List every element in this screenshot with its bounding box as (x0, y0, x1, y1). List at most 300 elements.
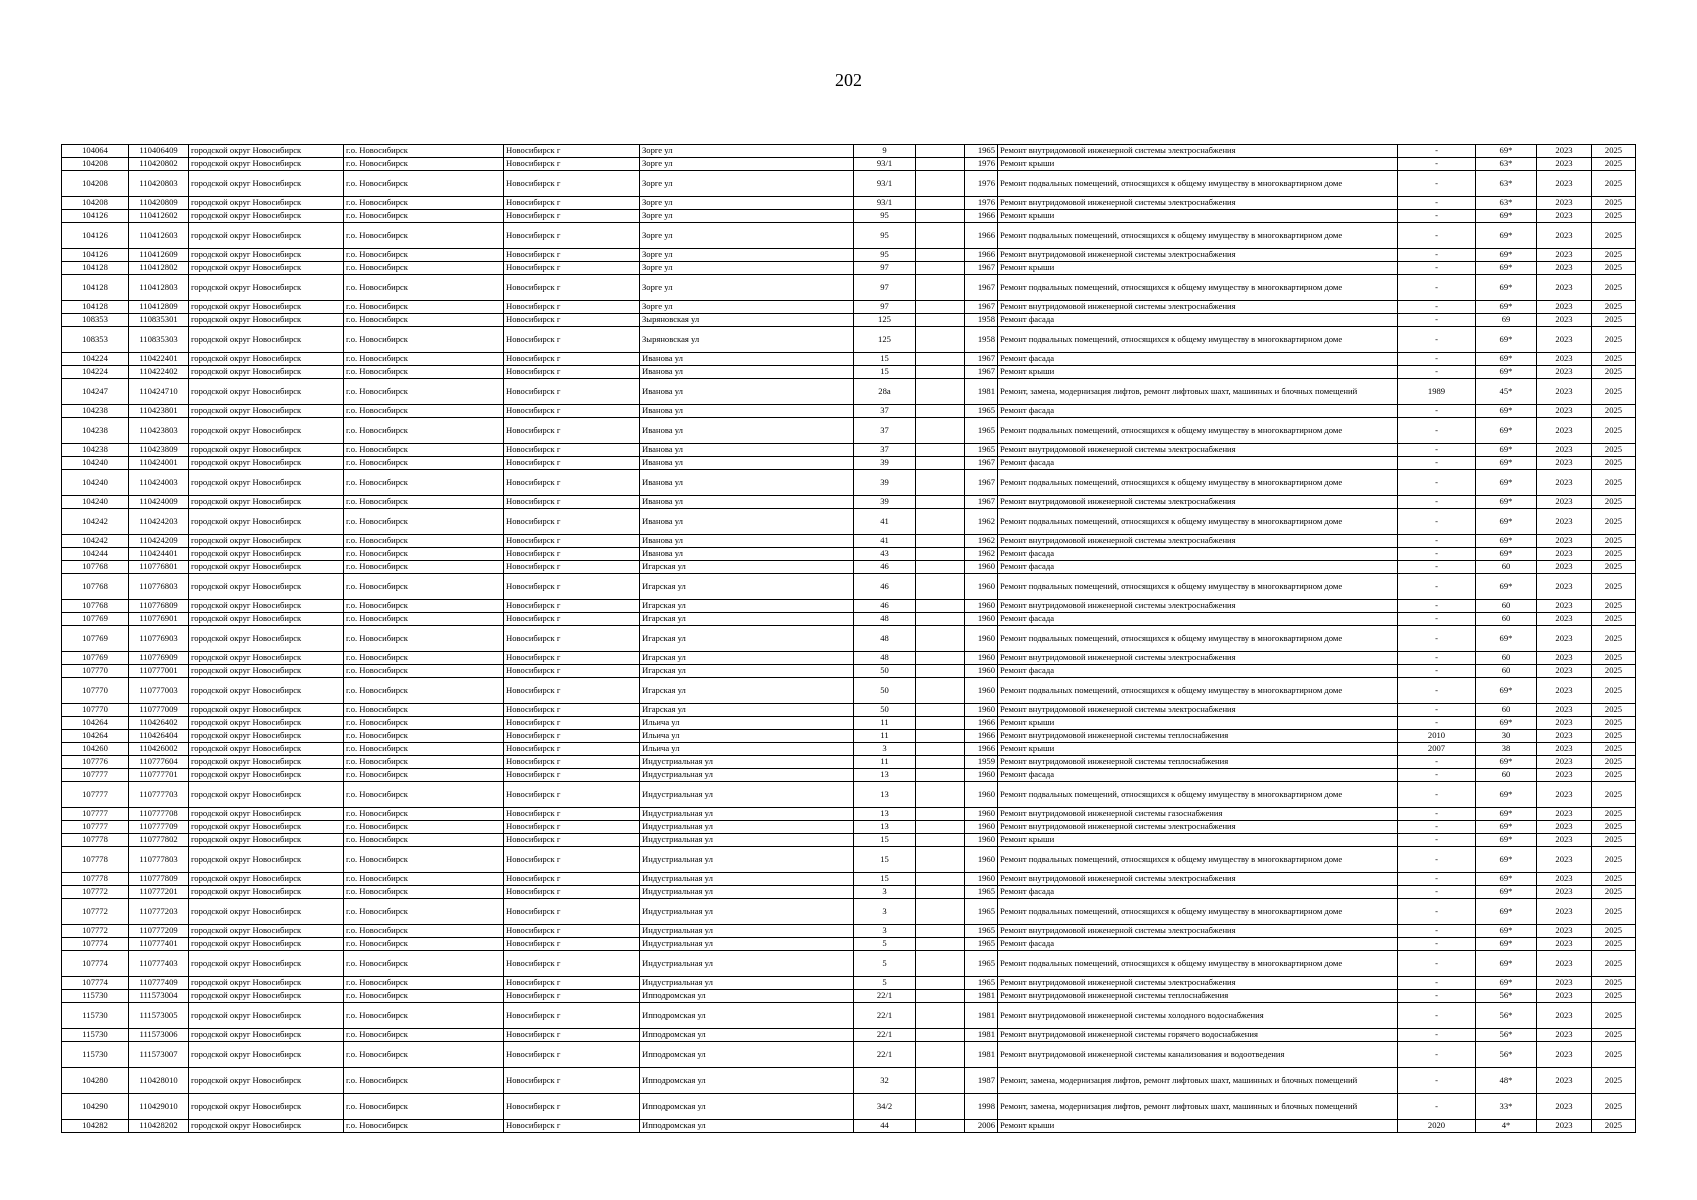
start-year-cell: 2023 (1537, 145, 1592, 158)
object-id-cell: 107776 (62, 756, 129, 769)
extra-cell (916, 275, 965, 301)
locality-cell: Новосибирск г (504, 600, 640, 613)
street-cell: Зорге ул (640, 249, 854, 262)
last-repair-cell: - (1398, 938, 1476, 951)
work-code-cell: 110777001 (129, 665, 189, 678)
start-year-cell: 2023 (1537, 808, 1592, 821)
year-built-cell: 1960 (965, 782, 998, 808)
district-cell: городской округ Новосибирск (189, 1042, 344, 1068)
street-cell: Зорге ул (640, 197, 854, 210)
start-year-cell: 2023 (1537, 756, 1592, 769)
okrug-cell: г.о. Новосибирск (344, 301, 504, 314)
locality-cell: Новосибирск г (504, 1120, 640, 1133)
street-cell: Индустриальная ул (640, 756, 854, 769)
table-row (62, 327, 1636, 353)
end-year-cell: 2025 (1592, 938, 1636, 951)
last-repair-cell: - (1398, 717, 1476, 730)
table-row (62, 756, 1636, 769)
year-built-cell: 1960 (965, 704, 998, 717)
wear-cell: 69* (1476, 275, 1537, 301)
work-type-cell: Ремонт подвальных помещений, относящихся к общему имуществу в многоквартирном доме (998, 782, 1398, 808)
house-cell: 48 (854, 652, 916, 665)
object-id-cell: 104240 (62, 470, 129, 496)
end-year-cell: 2025 (1592, 886, 1636, 899)
year-built-cell: 1998 (965, 1094, 998, 1120)
table-row (62, 548, 1636, 561)
work-code-cell: 110406409 (129, 145, 189, 158)
okrug-cell: г.о. Новосибирск (344, 1003, 504, 1029)
extra-cell (916, 938, 965, 951)
table-row (62, 730, 1636, 743)
okrug-cell: г.о. Новосибирск (344, 444, 504, 457)
last-repair-cell: - (1398, 665, 1476, 678)
okrug-cell: г.о. Новосибирск (344, 613, 504, 626)
okrug-cell: г.о. Новосибирск (344, 1042, 504, 1068)
year-built-cell: 2006 (965, 1120, 998, 1133)
house-cell: 13 (854, 769, 916, 782)
start-year-cell: 2023 (1537, 1068, 1592, 1094)
okrug-cell: г.о. Новосибирск (344, 379, 504, 405)
okrug-cell: г.о. Новосибирск (344, 1094, 504, 1120)
locality-cell: Новосибирск г (504, 808, 640, 821)
table-row (62, 821, 1636, 834)
start-year-cell: 2023 (1537, 886, 1592, 899)
table-row (62, 600, 1636, 613)
work-code-cell: 110777703 (129, 782, 189, 808)
house-cell: 37 (854, 405, 916, 418)
district-cell: городской округ Новосибирск (189, 366, 344, 379)
district-cell: городской округ Новосибирск (189, 171, 344, 197)
extra-cell (916, 561, 965, 574)
okrug-cell: г.о. Новосибирск (344, 834, 504, 847)
wear-cell: 45* (1476, 379, 1537, 405)
extra-cell (916, 1029, 965, 1042)
start-year-cell: 2023 (1537, 990, 1592, 1003)
wear-cell: 69* (1476, 223, 1537, 249)
house-cell: 50 (854, 704, 916, 717)
house-cell: 97 (854, 301, 916, 314)
extra-cell (916, 977, 965, 990)
table-row (62, 873, 1636, 886)
house-cell: 3 (854, 925, 916, 938)
extra-cell (916, 314, 965, 327)
house-cell: 11 (854, 717, 916, 730)
district-cell: городской округ Новосибирск (189, 743, 344, 756)
year-built-cell: 1960 (965, 613, 998, 626)
start-year-cell: 2023 (1537, 1042, 1592, 1068)
locality-cell: Новосибирск г (504, 717, 640, 730)
start-year-cell: 2023 (1537, 769, 1592, 782)
locality-cell: Новосибирск г (504, 197, 640, 210)
work-type-cell: Ремонт внутридомовой инженерной системы электроснабжения (998, 925, 1398, 938)
object-id-cell: 104264 (62, 717, 129, 730)
year-built-cell: 1965 (965, 444, 998, 457)
extra-cell (916, 145, 965, 158)
work-code-cell: 110776809 (129, 600, 189, 613)
year-built-cell: 1965 (965, 886, 998, 899)
start-year-cell: 2023 (1537, 444, 1592, 457)
start-year-cell: 2023 (1537, 847, 1592, 873)
district-cell: городской округ Новосибирск (189, 1029, 344, 1042)
end-year-cell: 2025 (1592, 1094, 1636, 1120)
locality-cell: Новосибирск г (504, 626, 640, 652)
district-cell: городской округ Новосибирск (189, 990, 344, 1003)
end-year-cell: 2025 (1592, 197, 1636, 210)
object-id-cell: 104290 (62, 1094, 129, 1120)
object-id-cell: 107774 (62, 977, 129, 990)
house-cell: 22/1 (854, 1003, 916, 1029)
extra-cell (916, 652, 965, 665)
district-cell: городской округ Новосибирск (189, 262, 344, 275)
last-repair-cell: - (1398, 171, 1476, 197)
last-repair-cell: - (1398, 418, 1476, 444)
house-cell: 5 (854, 938, 916, 951)
street-cell: Игарская ул (640, 600, 854, 613)
district-cell: городской округ Новосибирск (189, 951, 344, 977)
work-code-cell: 110420802 (129, 158, 189, 171)
object-id-cell: 107769 (62, 613, 129, 626)
extra-cell (916, 457, 965, 470)
last-repair-cell: - (1398, 145, 1476, 158)
street-cell: Иванова ул (640, 535, 854, 548)
start-year-cell: 2023 (1537, 353, 1592, 366)
street-cell: Зыряновская ул (640, 314, 854, 327)
okrug-cell: г.о. Новосибирск (344, 197, 504, 210)
end-year-cell: 2025 (1592, 301, 1636, 314)
object-id-cell: 104260 (62, 743, 129, 756)
house-cell: 97 (854, 262, 916, 275)
locality-cell: Новосибирск г (504, 158, 640, 171)
extra-cell (916, 990, 965, 1003)
last-repair-cell: - (1398, 704, 1476, 717)
okrug-cell: г.о. Новосибирск (344, 275, 504, 301)
year-built-cell: 1960 (965, 808, 998, 821)
year-built-cell: 1976 (965, 171, 998, 197)
last-repair-cell: - (1398, 249, 1476, 262)
table-body (62, 145, 1636, 1133)
last-repair-cell: - (1398, 626, 1476, 652)
end-year-cell: 2025 (1592, 561, 1636, 574)
extra-cell (916, 730, 965, 743)
object-id-cell: 107774 (62, 938, 129, 951)
wear-cell: 38 (1476, 743, 1537, 756)
house-cell: 13 (854, 782, 916, 808)
locality-cell: Новосибирск г (504, 561, 640, 574)
wear-cell: 69* (1476, 535, 1537, 548)
street-cell: Индустриальная ул (640, 769, 854, 782)
work-type-cell: Ремонт подвальных помещений, относящихся к общему имуществу в многоквартирном доме (998, 470, 1398, 496)
object-id-cell: 107774 (62, 951, 129, 977)
house-cell: 97 (854, 275, 916, 301)
wear-cell: 60 (1476, 652, 1537, 665)
district-cell: городской округ Новосибирск (189, 665, 344, 678)
start-year-cell: 2023 (1537, 301, 1592, 314)
work-code-cell: 110412809 (129, 301, 189, 314)
wear-cell: 69* (1476, 418, 1537, 444)
district-cell: городской округ Новосибирск (189, 561, 344, 574)
last-repair-cell: - (1398, 1003, 1476, 1029)
year-built-cell: 1966 (965, 249, 998, 262)
wear-cell: 56* (1476, 1029, 1537, 1042)
last-repair-cell: - (1398, 756, 1476, 769)
last-repair-cell: - (1398, 990, 1476, 1003)
work-code-cell: 110777403 (129, 951, 189, 977)
table-row (62, 678, 1636, 704)
table-row (62, 886, 1636, 899)
street-cell: Ипподромская ул (640, 1120, 854, 1133)
wear-cell: 69* (1476, 847, 1537, 873)
district-cell: городской округ Новосибирск (189, 548, 344, 561)
okrug-cell: г.о. Новосибирск (344, 496, 504, 509)
work-type-cell: Ремонт подвальных помещений, относящихся к общему имуществу в многоквартирном доме (998, 951, 1398, 977)
extra-cell (916, 1068, 965, 1094)
okrug-cell: г.о. Новосибирск (344, 717, 504, 730)
extra-cell (916, 665, 965, 678)
work-code-cell: 110423809 (129, 444, 189, 457)
object-id-cell: 104240 (62, 457, 129, 470)
year-built-cell: 1967 (965, 470, 998, 496)
object-id-cell: 115730 (62, 1003, 129, 1029)
year-built-cell: 1966 (965, 730, 998, 743)
street-cell: Ипподромская ул (640, 1094, 854, 1120)
work-type-cell: Ремонт, замена, модернизация лифтов, ремонт лифтовых шахт, машинных и блочных помещений (998, 379, 1398, 405)
wear-cell: 69* (1476, 678, 1537, 704)
locality-cell: Новосибирск г (504, 327, 640, 353)
work-type-cell: Ремонт, замена, модернизация лифтов, ремонт лифтовых шахт, машинных и блочных помещений (998, 1094, 1398, 1120)
wear-cell: 69* (1476, 756, 1537, 769)
work-code-cell: 111573004 (129, 990, 189, 1003)
wear-cell: 69* (1476, 145, 1537, 158)
street-cell: Ипподромская ул (640, 1029, 854, 1042)
work-code-cell: 110420803 (129, 171, 189, 197)
object-id-cell: 104247 (62, 379, 129, 405)
work-code-cell: 110777809 (129, 873, 189, 886)
district-cell: городской округ Новосибирск (189, 314, 344, 327)
street-cell: Зорге ул (640, 210, 854, 223)
okrug-cell: г.о. Новосибирск (344, 756, 504, 769)
locality-cell: Новосибирск г (504, 1003, 640, 1029)
year-built-cell: 1960 (965, 574, 998, 600)
wear-cell: 60 (1476, 600, 1537, 613)
object-id-cell: 107769 (62, 626, 129, 652)
work-type-cell: Ремонт фасада (998, 314, 1398, 327)
okrug-cell: г.о. Новосибирск (344, 314, 504, 327)
street-cell: Иванова ул (640, 405, 854, 418)
locality-cell: Новосибирск г (504, 1068, 640, 1094)
year-built-cell: 1987 (965, 1068, 998, 1094)
district-cell: городской округ Новосибирск (189, 509, 344, 535)
table-row (62, 847, 1636, 873)
last-repair-cell: - (1398, 548, 1476, 561)
table-row (62, 808, 1636, 821)
table-row (62, 704, 1636, 717)
work-code-cell: 110424710 (129, 379, 189, 405)
end-year-cell: 2025 (1592, 405, 1636, 418)
end-year-cell: 2025 (1592, 1003, 1636, 1029)
wear-cell: 60 (1476, 665, 1537, 678)
street-cell: Индустриальная ул (640, 821, 854, 834)
end-year-cell: 2025 (1592, 171, 1636, 197)
start-year-cell: 2023 (1537, 977, 1592, 990)
last-repair-cell: - (1398, 613, 1476, 626)
okrug-cell: г.о. Новосибирск (344, 262, 504, 275)
okrug-cell: г.о. Новосибирск (344, 327, 504, 353)
last-repair-cell: - (1398, 899, 1476, 925)
table-row (62, 145, 1636, 158)
okrug-cell: г.о. Новосибирск (344, 899, 504, 925)
last-repair-cell: - (1398, 678, 1476, 704)
locality-cell: Новосибирск г (504, 899, 640, 925)
year-built-cell: 1981 (965, 1029, 998, 1042)
house-cell: 11 (854, 756, 916, 769)
work-code-cell: 110776909 (129, 652, 189, 665)
house-cell: 34/2 (854, 1094, 916, 1120)
object-id-cell: 107768 (62, 561, 129, 574)
wear-cell: 56* (1476, 1003, 1537, 1029)
end-year-cell: 2025 (1592, 626, 1636, 652)
start-year-cell: 2023 (1537, 509, 1592, 535)
end-year-cell: 2025 (1592, 678, 1636, 704)
start-year-cell: 2023 (1537, 574, 1592, 600)
locality-cell: Новосибирск г (504, 990, 640, 1003)
start-year-cell: 2023 (1537, 535, 1592, 548)
house-cell: 22/1 (854, 1029, 916, 1042)
extra-cell (916, 249, 965, 262)
street-cell: Иванова ул (640, 379, 854, 405)
object-id-cell: 107772 (62, 899, 129, 925)
page-number: 202 (835, 70, 862, 90)
street-cell: Индустриальная ул (640, 977, 854, 990)
object-id-cell: 104238 (62, 444, 129, 457)
district-cell: городской округ Новосибирск (189, 301, 344, 314)
work-code-cell: 110424009 (129, 496, 189, 509)
okrug-cell: г.о. Новосибирск (344, 665, 504, 678)
start-year-cell: 2023 (1537, 548, 1592, 561)
end-year-cell: 2025 (1592, 249, 1636, 262)
locality-cell: Новосибирск г (504, 418, 640, 444)
end-year-cell: 2025 (1592, 496, 1636, 509)
start-year-cell: 2023 (1537, 275, 1592, 301)
work-code-cell: 110777709 (129, 821, 189, 834)
extra-cell (916, 717, 965, 730)
work-type-cell: Ремонт внутридомовой инженерной системы электроснабжения (998, 873, 1398, 886)
work-type-cell: Ремонт внутридомовой инженерной системы теплоснабжения (998, 730, 1398, 743)
end-year-cell: 2025 (1592, 457, 1636, 470)
locality-cell: Новосибирск г (504, 509, 640, 535)
end-year-cell: 2025 (1592, 548, 1636, 561)
year-built-cell: 1967 (965, 457, 998, 470)
last-repair-cell: - (1398, 197, 1476, 210)
table-row (62, 535, 1636, 548)
end-year-cell: 2025 (1592, 782, 1636, 808)
okrug-cell: г.о. Новосибирск (344, 873, 504, 886)
table-row (62, 1029, 1636, 1042)
table-row (62, 951, 1636, 977)
work-code-cell: 110777201 (129, 886, 189, 899)
work-type-cell: Ремонт крыши (998, 1120, 1398, 1133)
object-id-cell: 104282 (62, 1120, 129, 1133)
table-row (62, 197, 1636, 210)
work-code-cell: 111573006 (129, 1029, 189, 1042)
start-year-cell: 2023 (1537, 561, 1592, 574)
extra-cell (916, 418, 965, 444)
extra-cell (916, 366, 965, 379)
work-code-cell: 110424001 (129, 457, 189, 470)
object-id-cell: 104238 (62, 418, 129, 444)
table-row (62, 1094, 1636, 1120)
table-row (62, 210, 1636, 223)
object-id-cell: 108353 (62, 314, 129, 327)
year-built-cell: 1981 (965, 1003, 998, 1029)
house-cell: 50 (854, 678, 916, 704)
work-code-cell: 110777203 (129, 899, 189, 925)
district-cell: городской округ Новосибирск (189, 769, 344, 782)
table-row (62, 171, 1636, 197)
object-id-cell: 107769 (62, 652, 129, 665)
locality-cell: Новосибирск г (504, 171, 640, 197)
extra-cell (916, 834, 965, 847)
street-cell: Иванова ул (640, 366, 854, 379)
work-type-cell: Ремонт внутридомовой инженерной системы электроснабжения (998, 249, 1398, 262)
house-cell: 44 (854, 1120, 916, 1133)
end-year-cell: 2025 (1592, 353, 1636, 366)
district-cell: городской округ Новосибирск (189, 223, 344, 249)
locality-cell: Новосибирск г (504, 470, 640, 496)
work-type-cell: Ремонт фасада (998, 886, 1398, 899)
work-type-cell: Ремонт внутридомовой инженерной системы электроснабжения (998, 496, 1398, 509)
house-cell: 15 (854, 834, 916, 847)
end-year-cell: 2025 (1592, 327, 1636, 353)
last-repair-cell: - (1398, 561, 1476, 574)
house-cell: 48 (854, 626, 916, 652)
object-id-cell: 104242 (62, 509, 129, 535)
object-id-cell: 107777 (62, 769, 129, 782)
end-year-cell: 2025 (1592, 990, 1636, 1003)
end-year-cell: 2025 (1592, 834, 1636, 847)
extra-cell (916, 925, 965, 938)
start-year-cell: 2023 (1537, 678, 1592, 704)
house-cell: 9 (854, 145, 916, 158)
street-cell: Игарская ул (640, 704, 854, 717)
work-code-cell: 110423801 (129, 405, 189, 418)
extra-cell (916, 353, 965, 366)
work-type-cell: Ремонт крыши (998, 262, 1398, 275)
house-cell: 39 (854, 457, 916, 470)
house-cell: 15 (854, 847, 916, 873)
okrug-cell: г.о. Новосибирск (344, 405, 504, 418)
end-year-cell: 2025 (1592, 925, 1636, 938)
year-built-cell: 1958 (965, 327, 998, 353)
locality-cell: Новосибирск г (504, 210, 640, 223)
end-year-cell: 2025 (1592, 262, 1636, 275)
start-year-cell: 2023 (1537, 418, 1592, 444)
year-built-cell: 1960 (965, 626, 998, 652)
district-cell: городской округ Новосибирск (189, 1094, 344, 1120)
locality-cell: Новосибирск г (504, 743, 640, 756)
last-repair-cell: - (1398, 574, 1476, 600)
work-type-cell: Ремонт фасада (998, 613, 1398, 626)
work-type-cell: Ремонт подвальных помещений, относящихся к общему имуществу в многоквартирном доме (998, 626, 1398, 652)
wear-cell: 69* (1476, 834, 1537, 847)
district-cell: городской округ Новосибирск (189, 873, 344, 886)
work-type-cell: Ремонт внутридомовой инженерной системы теплоснабжения (998, 756, 1398, 769)
year-built-cell: 1966 (965, 743, 998, 756)
district-cell: городской округ Новосибирск (189, 756, 344, 769)
work-code-cell: 110835303 (129, 327, 189, 353)
table-row (62, 509, 1636, 535)
okrug-cell: г.о. Новосибирск (344, 977, 504, 990)
start-year-cell: 2023 (1537, 782, 1592, 808)
